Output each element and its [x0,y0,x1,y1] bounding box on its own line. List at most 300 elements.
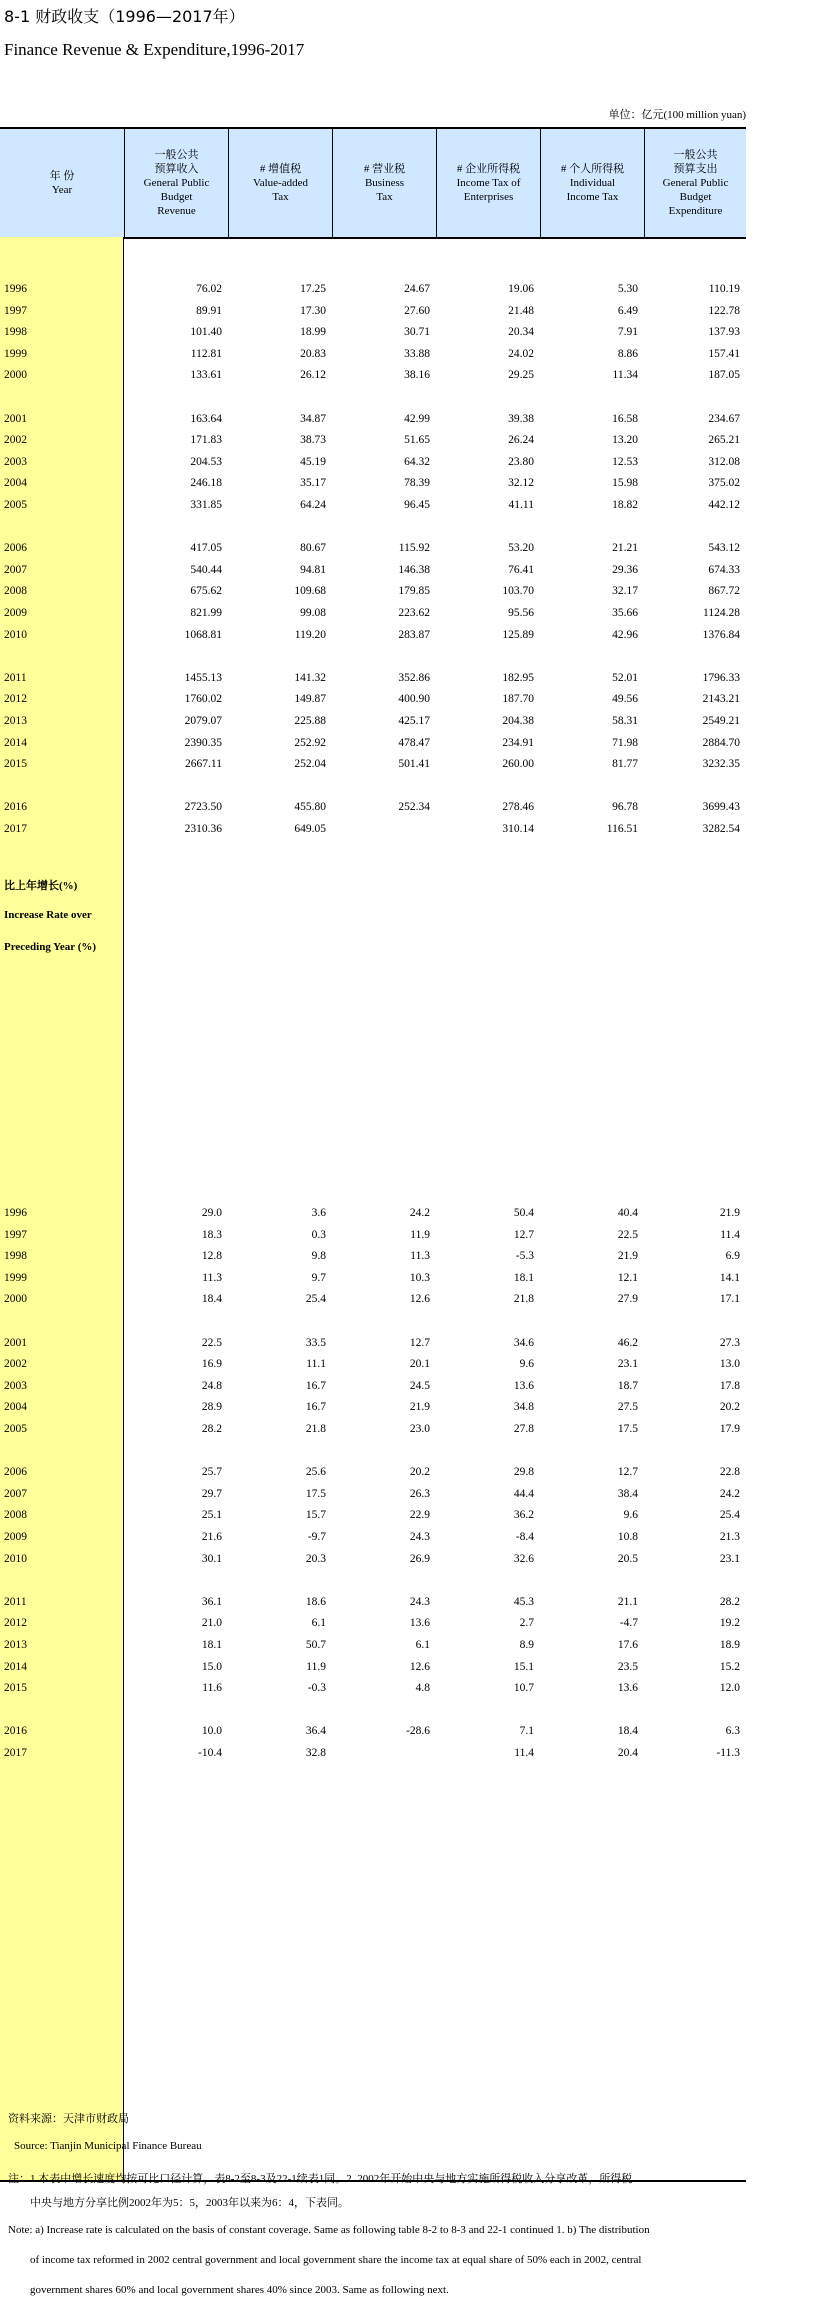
value-cell: 14.1 [719,1271,740,1284]
value-cell: 34.8 [513,1401,534,1414]
value-cell: 24.2 [409,1207,430,1219]
column-header-2 [228,129,332,237]
table-row [0,1636,746,1656]
value-cell: 21.21 [612,542,638,555]
value-cell: 44.4 [513,1487,534,1500]
value-cell: 21.48 [508,304,534,317]
column-header-4 [436,129,540,237]
value-cell: 23.1 [719,1552,740,1565]
table-row [0,561,746,581]
value-cell: 80.67 [300,542,326,555]
value-cell: 24.3 [409,1595,430,1608]
value-cell: -10.4 [198,1747,222,1759]
value-cell: 543.12 [708,542,740,555]
value-cell: 12.8 [201,1250,222,1263]
value-cell: 15.0 [201,1660,222,1673]
value-cell: -11.3 [716,1747,740,1759]
value-cell: 35.66 [612,607,638,619]
value-cell: 24.67 [404,283,430,295]
value-cell: 16.7 [305,1401,326,1414]
value-cell: 1455.13 [184,671,222,684]
year-cell: 2001 [4,412,27,425]
note-en-line3: government shares 60% and local government shares 40% since 2003. Same as following next. [30,2284,449,2296]
value-cell: 20.2 [409,1466,430,1479]
value-cell: 12.7 [513,1228,534,1241]
value-cell: 13.6 [409,1617,430,1630]
value-cell: 2079.07 [184,715,222,727]
value-cell: 375.02 [708,477,740,490]
value-cell: 24.5 [409,1379,430,1392]
value-cell: 101.40 [190,326,222,339]
value-cell: 2667.11 [185,758,222,771]
value-cell: 1068.81 [184,628,222,641]
value-cell: 51.65 [404,434,430,447]
column-header-cn: 一般公共 预算收入 [154,149,199,175]
value-cell: 11.1 [306,1358,326,1371]
year-cell: 2017 [4,1747,27,1759]
value-cell: 265.21 [708,434,740,447]
value-cell: 27.9 [617,1293,638,1306]
value-cell: 187.05 [708,369,740,382]
year-cell: 2008 [4,1509,27,1522]
growth-section-label-en2: Preceding Year (%) [4,941,97,953]
value-cell: 19.06 [508,283,534,295]
table-row [0,410,746,430]
table-row [0,669,746,689]
value-cell: 400.90 [398,693,430,706]
value-cell: -0.3 [307,1682,326,1695]
value-cell: 11.9 [410,1228,430,1241]
year-cell: 2014 [4,736,27,749]
year-cell: 1996 [4,1207,27,1219]
value-cell: 171.83 [190,434,222,447]
value-cell: 15.7 [305,1509,326,1522]
column-header-cn: # 个人所得税 [560,163,625,175]
value-cell: 18.1 [513,1271,534,1284]
value-cell: 501.41 [398,758,430,771]
table-row [0,690,746,710]
value-cell: 8.86 [617,347,638,360]
value-cell: 141.32 [294,671,326,684]
value-cell: 110.19 [708,283,740,295]
value-cell: 17.30 [300,304,326,317]
value-cell: 94.81 [300,563,326,576]
value-cell: 18.82 [612,499,638,511]
value-cell: 29.0 [201,1207,222,1219]
value-cell: -8.4 [515,1531,534,1543]
value-cell: 28.2 [201,1423,222,1435]
table-row [0,1420,746,1440]
value-cell: 17.6 [617,1639,638,1651]
value-cell: -9.7 [307,1531,326,1543]
value-cell: 13.0 [719,1358,740,1371]
table-row [0,1550,746,1570]
value-cell: 11.3 [410,1250,430,1263]
value-cell: 119.20 [294,628,326,641]
value-cell: 21.0 [201,1617,222,1630]
value-cell: 24.2 [719,1487,740,1500]
value-cell: 23.0 [409,1423,430,1435]
column-header-en: Business Tax [364,177,405,203]
value-cell: 17.5 [617,1423,638,1435]
value-cell: 21.8 [513,1293,534,1306]
table-row [0,1593,746,1613]
value-cell: 12.7 [409,1336,430,1349]
year-cell: 1999 [4,347,27,360]
value-cell: 30.1 [201,1552,222,1565]
value-cell: 89.91 [196,304,222,317]
table-row [0,280,746,300]
value-cell: 252.34 [398,801,430,814]
value-cell: 17.1 [719,1293,740,1306]
value-cell: 45.19 [300,455,326,468]
table-header [0,127,746,239]
value-cell: 12.6 [409,1660,430,1673]
value-cell: 30.71 [404,326,430,339]
value-cell: 149.87 [294,693,326,706]
value-cell: 18.9 [719,1639,740,1651]
value-cell: 39.38 [508,412,534,425]
value-cell: 22.8 [719,1466,740,1479]
column-header-en: General Public Budget Revenue [143,177,210,217]
table-row [0,302,746,322]
value-cell: 36.4 [305,1725,326,1738]
value-cell: 17.9 [719,1423,740,1435]
value-cell: 234.91 [502,736,534,749]
year-cell: 2013 [4,1639,27,1651]
table-row [0,453,746,473]
year-cell: 2007 [4,563,27,576]
table-row [0,1204,746,1224]
value-cell: 1376.84 [702,628,740,641]
value-cell: 24.02 [508,347,534,360]
value-cell: 22.9 [409,1509,430,1522]
value-cell: 3.6 [311,1207,326,1219]
value-cell: 331.85 [190,499,222,511]
value-cell: 42.99 [404,412,430,425]
value-cell: 25.4 [305,1293,326,1306]
value-cell: 1124.28 [703,607,740,619]
value-cell: 2310.36 [184,823,222,835]
value-cell: 11.9 [306,1660,326,1673]
table-row [0,539,746,559]
table-row [0,1744,746,1764]
year-cell: 2000 [4,369,27,382]
value-cell: 76.02 [196,283,222,295]
value-cell: 15.1 [513,1660,534,1673]
value-cell: 425.17 [398,715,430,727]
value-cell: 122.78 [708,304,740,317]
value-cell: 867.72 [708,585,740,598]
value-cell: 33.88 [404,347,430,360]
table-row [0,1463,746,1483]
value-cell: 6.9 [725,1250,740,1263]
column-header-en: Value-added Tax [253,177,308,203]
value-cell: 8.9 [519,1639,534,1651]
value-cell: 455.80 [294,801,326,814]
table-row [0,1247,746,1267]
column-header-cn: 年 份 [49,170,75,182]
table-row [0,1528,746,1548]
value-cell: 2390.35 [184,736,222,749]
value-cell: 21.9 [409,1401,430,1414]
value-cell: 18.1 [201,1639,222,1651]
value-cell: 6.3 [725,1725,740,1738]
value-cell: 25.6 [305,1466,326,1479]
table-row [0,1226,746,1246]
value-cell: 38.73 [300,434,326,447]
value-cell: 20.4 [617,1747,638,1759]
year-cell: 2014 [4,1660,27,1673]
value-cell: 312.08 [708,455,740,468]
value-cell: 26.24 [508,434,534,447]
value-cell: 18.4 [201,1293,222,1306]
value-cell: 540.44 [190,563,222,576]
value-cell: 18.7 [617,1379,638,1392]
value-cell: 64.32 [404,455,430,468]
value-cell: 260.00 [502,758,534,771]
year-cell: 2002 [4,434,27,447]
value-cell: 41.11 [508,499,534,511]
table-row [0,431,746,451]
note-cn-line2: 中央与地方分享比例2002年为5：5，2003年以来为6：4，下表同。 [30,2197,349,2209]
value-cell: 24.3 [409,1531,430,1543]
value-cell: 26.3 [409,1487,430,1500]
value-cell: 71.98 [612,736,638,749]
value-cell: 34.87 [300,412,326,425]
value-cell: -4.7 [619,1617,638,1630]
value-cell: 17.5 [305,1487,326,1500]
value-cell: 24.8 [201,1379,222,1392]
table-row [0,1290,746,1310]
value-cell: 9.6 [623,1509,638,1522]
value-cell: 17.8 [719,1379,740,1392]
value-cell: 20.1 [409,1358,430,1371]
year-cell: 2011 [4,671,27,684]
value-cell: 29.25 [508,369,534,382]
value-cell: 649.05 [294,823,326,835]
table-title-en: Finance Revenue & Expenditure,1996-2017 [4,40,305,59]
value-cell: 11.6 [202,1682,222,1695]
value-cell: 20.2 [719,1401,740,1414]
value-cell: 9.6 [519,1358,534,1371]
value-cell: 2143.21 [702,693,740,706]
year-cell: 2005 [4,499,27,511]
value-cell: 283.87 [398,628,430,641]
source-cn: 资料来源：天津市财政局 [8,2113,129,2125]
column-header-5 [540,129,644,237]
value-cell: 12.6 [409,1293,430,1306]
value-cell: 5.30 [617,283,638,295]
value-cell: 15.2 [719,1660,740,1673]
value-cell: 33.5 [305,1336,326,1349]
year-cell: 2012 [4,1617,27,1630]
year-cell: 2012 [4,693,27,706]
value-cell: 11.34 [612,369,638,382]
value-cell: 96.45 [404,499,430,511]
value-cell: 223.62 [398,607,430,619]
year-cell: 1996 [4,283,27,295]
value-cell: 20.3 [305,1552,326,1565]
column-header-cn: 一般公共 预算支出 [673,149,718,175]
value-cell: 2884.70 [702,736,740,749]
value-cell: 417.05 [190,542,222,555]
value-cell: 12.7 [617,1466,638,1479]
value-cell: 125.89 [502,628,534,641]
value-cell: 34.6 [513,1336,534,1349]
value-cell: 115.92 [398,542,430,555]
value-cell: 157.41 [708,347,740,360]
value-cell: 116.51 [606,823,638,835]
year-cell: 2009 [4,607,27,619]
value-cell: 81.77 [612,758,638,771]
value-cell: 182.95 [502,671,534,684]
value-cell: 252.04 [294,758,326,771]
value-cell: 21.9 [617,1250,638,1263]
value-cell: 76.41 [508,563,534,576]
unit-label: 单位：亿元(100 million yuan) [608,109,746,121]
year-cell: 2009 [4,1531,27,1543]
value-cell: 27.8 [513,1423,534,1435]
year-cell: 2007 [4,1487,27,1500]
value-cell: 3699.43 [702,801,740,814]
value-cell: 179.85 [398,585,430,598]
value-cell: 38.16 [404,369,430,382]
value-cell: 310.14 [502,823,534,835]
value-cell: 78.39 [404,477,430,490]
value-cell: -5.3 [515,1250,534,1263]
value-cell: 23.80 [508,455,534,468]
value-cell: 1796.33 [702,671,740,684]
value-cell: 13.6 [513,1379,534,1392]
table-row [0,626,746,646]
value-cell: 27.3 [719,1336,740,1349]
value-cell: 2549.21 [702,715,740,727]
value-cell: 674.33 [708,563,740,576]
value-cell: -28.6 [406,1725,430,1738]
value-cell: 53.20 [508,542,534,555]
value-cell: 18.4 [617,1725,638,1738]
table-row [0,496,746,516]
year-cell: 2006 [4,542,27,555]
value-cell: 13.20 [612,434,638,447]
value-cell: 21.3 [719,1531,740,1543]
column-header-cn: # 营业税 [363,163,406,175]
value-cell: 32.6 [513,1552,534,1565]
value-cell: 25.1 [201,1509,222,1522]
value-cell: 45.3 [513,1595,534,1608]
value-cell: 20.83 [300,347,326,360]
value-cell: 29.8 [513,1466,534,1479]
column-header-en: Income Tax of Enterprises [456,177,521,203]
value-cell: 133.61 [190,369,222,382]
value-cell: 278.46 [502,801,534,814]
year-cell: 2004 [4,477,27,490]
value-cell: 18.6 [305,1595,326,1608]
value-cell: 10.8 [617,1531,638,1543]
year-cell: 2008 [4,585,27,598]
value-cell: 20.5 [617,1552,638,1565]
column-header-0 [0,129,124,237]
value-cell: 146.38 [398,563,430,576]
value-cell: 11.4 [720,1228,740,1241]
growth-section-label-cn: 比上年增长(%) [4,880,78,892]
value-cell: 204.53 [190,455,222,468]
column-header-1 [124,129,228,237]
value-cell: 9.7 [311,1271,326,1284]
table-row [0,1269,746,1289]
value-cell: 16.58 [612,412,638,425]
value-cell: 35.17 [300,477,326,490]
value-cell: 64.24 [300,499,326,511]
value-cell: 109.68 [294,585,326,598]
value-cell: 28.9 [201,1401,222,1414]
value-cell: 12.0 [719,1682,740,1695]
table-row [0,1658,746,1678]
table-row [0,1398,746,1418]
table-row [0,1722,746,1742]
value-cell: 103.70 [502,585,534,598]
value-cell: 18.99 [300,326,326,339]
value-cell: 99.08 [300,607,326,619]
value-cell: 20.34 [508,326,534,339]
year-cell: 1998 [4,326,27,339]
value-cell: 6.1 [311,1617,326,1630]
value-cell: 234.67 [708,412,740,425]
value-cell: 25.7 [201,1466,222,1479]
value-cell: 112.81 [190,347,222,360]
column-header-cn: # 增值税 [259,163,302,175]
year-cell: 2013 [4,715,27,727]
value-cell: 352.86 [398,671,430,684]
year-cell: 2010 [4,1552,27,1565]
year-cell: 2000 [4,1293,27,1306]
note-en-line1: Note: a) Increase rate is calculated on the basis of constant coverage. Same as following table 8-2 to 8-3 and 22-1 continued 1. b) The distribution [8,2224,650,2236]
value-cell: 21.1 [617,1595,638,1608]
value-cell: 10.0 [201,1725,222,1738]
value-cell: 50.4 [513,1207,534,1219]
year-cell: 2006 [4,1466,27,1479]
growth-section-label-en1: Increase Rate over [4,909,92,921]
year-cell: 2016 [4,1725,27,1738]
value-cell: 42.96 [612,628,638,641]
value-cell: 23.5 [617,1660,638,1673]
year-cell: 2003 [4,1379,27,1392]
table-row [0,712,746,732]
table-row [0,798,746,818]
value-cell: 1760.02 [184,693,222,706]
year-cell: 1998 [4,1250,27,1263]
year-cell: 2003 [4,455,27,468]
value-cell: 21.9 [719,1207,740,1219]
table-row [0,604,746,624]
value-cell: 15.98 [612,477,638,490]
value-cell: 3232.35 [702,758,740,771]
value-cell: 22.5 [201,1336,222,1349]
value-cell: 16.9 [201,1358,222,1371]
year-cell: 2010 [4,628,27,641]
table-row [0,1485,746,1505]
value-cell: 36.2 [513,1509,534,1522]
value-cell: 225.88 [294,715,326,727]
value-cell: 11.4 [514,1747,534,1759]
value-cell: 10.3 [409,1271,430,1284]
year-cell: 2015 [4,1682,27,1695]
table-row [0,366,746,386]
value-cell: 28.2 [719,1595,740,1608]
year-cell: 2011 [4,1595,27,1608]
year-cell: 2002 [4,1358,27,1371]
